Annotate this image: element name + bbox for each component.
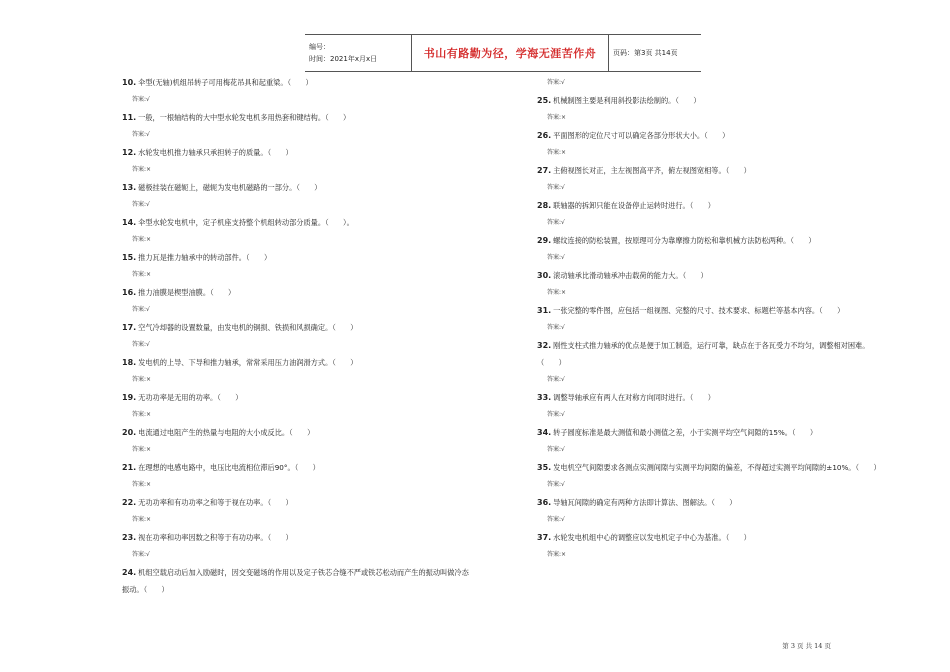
answer-text: 答案:× xyxy=(132,481,152,488)
question-item xyxy=(122,144,472,161)
question-item xyxy=(537,459,887,476)
answer-text: 答案:√ xyxy=(547,516,565,523)
question-item xyxy=(537,127,887,144)
question-item xyxy=(537,232,887,249)
question-item xyxy=(122,564,472,598)
question-item xyxy=(122,74,472,91)
page-footer: 第 3 页 共 14 页 xyxy=(782,642,831,650)
answer-text: 答案:√ xyxy=(547,79,565,86)
question-item xyxy=(122,459,472,476)
answer-text: 答案:× xyxy=(547,551,567,558)
answer-text: 答案:√ xyxy=(132,201,150,208)
answer-text: 答案:√ xyxy=(547,446,565,453)
question-item xyxy=(122,214,472,231)
question-item xyxy=(122,529,472,546)
answer-text: 答案:√ xyxy=(547,184,565,191)
question-number: 21. xyxy=(122,463,137,472)
question-number: 30. xyxy=(537,271,552,280)
question-item xyxy=(122,494,472,511)
question-text: 空气冷却器的设置数量，由发电机的铜损、铁损和风损确定。（ ） xyxy=(138,323,358,332)
question-text: 刚性支柱式推力轴承的优点是便于加工制造，运行可靠，缺点在于各瓦受力不均匀，调整相对困难。（ ） xyxy=(537,341,870,367)
question-number: 37. xyxy=(537,533,552,542)
question-text: 水轮发电机推力轴承只承担转子的质量。（ ） xyxy=(138,148,293,157)
question-item xyxy=(122,389,472,406)
question-text: 无功功率是无用的功率。（ ） xyxy=(138,393,243,402)
question-text: 伞型水轮发电机中，定子机座支持整个机组转动部分质量。（ ）。 xyxy=(138,218,354,227)
question-number: 25. xyxy=(537,96,552,105)
question-text: 转子圆度标准是最大测值和最小测值之差，小于实测平均空气间隙的15%。（ ） xyxy=(553,428,818,437)
question-number: 18. xyxy=(122,358,137,367)
question-number: 24. xyxy=(122,568,137,577)
question-number: 28. xyxy=(537,201,552,210)
question-text: 在理想的电感电路中，电压比电流相位滞后90°。（ ） xyxy=(138,463,320,472)
question-text: 联轴器的拆卸只能在设备停止运转时进行。（ ） xyxy=(553,201,715,210)
answer-text: 答案:√ xyxy=(547,254,565,261)
question-item xyxy=(537,302,887,319)
question-item xyxy=(537,389,887,406)
answer-text: 答案:√ xyxy=(132,551,150,558)
answer-text: 答案:× xyxy=(132,376,152,383)
answer-text: 答案:× xyxy=(132,236,152,243)
time-label: 时间：2021年x月x日 xyxy=(309,55,378,63)
question-number: 32. xyxy=(537,341,552,350)
answer-text: 答案:√ xyxy=(132,131,150,138)
answer-text: 答案:√ xyxy=(547,481,565,488)
question-text: 水轮发电机组中心的调整应以发电机定子中心为基准。（ ） xyxy=(553,533,751,542)
question-item xyxy=(537,267,887,284)
question-number: 13. xyxy=(122,183,137,192)
question-number: 27. xyxy=(537,166,552,175)
question-text: 机械制图主要是利用斜投影法绘制的。（ ） xyxy=(553,96,701,105)
question-item xyxy=(537,494,887,511)
question-text: 导轴瓦间隙的确定有两种方法即计算法、图解法。（ ） xyxy=(553,498,737,507)
answer-text: 答案:× xyxy=(132,271,152,278)
question-text: 螺纹连接的防松装置，按原理可分为靠摩擦力防松和靠机械方法防松两种。（ ） xyxy=(553,236,816,245)
answer-text: 答案:× xyxy=(132,411,152,418)
left-column xyxy=(122,74,472,598)
answer-text: 答案:× xyxy=(132,446,152,453)
question-number: 33. xyxy=(537,393,552,402)
answer-text: 答案:√ xyxy=(132,341,150,348)
answer-text: 答案:√ xyxy=(132,306,150,313)
question-item xyxy=(122,424,472,441)
question-number: 17. xyxy=(122,323,137,332)
question-number: 16. xyxy=(122,288,137,297)
answer-text: 答案:× xyxy=(547,114,567,121)
question-text: 一般，一根轴结构的大中型水轮发电机多用热套和键结构。（ ） xyxy=(138,113,351,122)
question-text: 磁极挂装在磁轭上，磁轭为发电机磁路的一部分。（ ） xyxy=(138,183,322,192)
answer-text: 答案:× xyxy=(547,149,567,156)
question-item xyxy=(122,249,472,266)
question-text: 发电机的上导、下导和推力轴承，常常采用压力油润滑方式。（ ） xyxy=(138,358,358,367)
question-number: 26. xyxy=(537,131,552,140)
answer-text: 答案:× xyxy=(547,289,567,296)
question-number: 20. xyxy=(122,428,137,437)
question-item xyxy=(122,319,472,336)
question-text: 电流通过电阻产生的热量与电阻的大小成反比。（ ） xyxy=(138,428,315,437)
question-number: 35. xyxy=(537,463,552,472)
question-item xyxy=(537,197,887,214)
question-number: 11. xyxy=(122,113,137,122)
question-number: 12. xyxy=(122,148,137,157)
question-text: 视在功率和功率因数之积等于有功功率。（ ） xyxy=(138,533,293,542)
question-number: 36. xyxy=(537,498,552,507)
question-text: 无功功率和有功功率之和等于视在功率。（ ） xyxy=(138,498,293,507)
page-header xyxy=(305,34,701,72)
question-item xyxy=(122,179,472,196)
question-text: 推力瓦是推力轴承中的转动部件。（ ） xyxy=(138,253,272,262)
question-number: 10. xyxy=(122,78,137,87)
page-label: 页码：第3页 共14页 xyxy=(613,49,678,57)
answer-text: 答案:√ xyxy=(547,219,565,226)
question-text: 机组空载启动后加入励磁时，因交变磁场的作用以及定子铁芯合缝不严或铁芯松动而产生的振动叫做冷态振动。（ ） xyxy=(122,568,469,594)
answer-text: 答案:√ xyxy=(547,324,565,331)
answer-text: 答案:√ xyxy=(132,96,150,103)
question-item xyxy=(122,284,472,301)
question-item xyxy=(537,162,887,179)
question-item xyxy=(537,92,887,109)
question-text: 调整导轴承应有两人在对称方向同时进行。（ ） xyxy=(553,393,715,402)
question-item xyxy=(537,337,887,371)
question-number: 15. xyxy=(122,253,137,262)
motto-text: 书山有路勤为径，学海无涯苦作舟 xyxy=(423,47,597,60)
right-column xyxy=(537,74,887,564)
answer-text: 答案:√ xyxy=(547,376,565,383)
question-number: 34. xyxy=(537,428,552,437)
question-number: 31. xyxy=(537,306,552,315)
question-text: 发电机空气间隙要求各测点实测间隙与实测平均间隙的偏差，不得超过实测平均间隙的±10%。（ ） xyxy=(553,463,881,472)
code-label: 编号： xyxy=(309,43,330,51)
header-motto xyxy=(412,35,609,71)
question-text: 推力油膜是楔型油膜。（ ） xyxy=(138,288,236,297)
question-item xyxy=(537,424,887,441)
answer-text: 答案:× xyxy=(132,166,152,173)
question-number: 22. xyxy=(122,498,137,507)
question-text: 一张完整的零件图，应包括一组视图、完整的尺寸、技术要求、标题栏等基本内容。（ ） xyxy=(553,306,845,315)
question-number: 19. xyxy=(122,393,137,402)
header-meta xyxy=(305,35,412,71)
question-number: 23. xyxy=(122,533,137,542)
question-text: 平面图形的定位尺寸可以确定各部分形状大小。（ ） xyxy=(553,131,730,140)
question-text: 伞型(无轴)机组吊转子可用梅花吊具和起重梁。（ ） xyxy=(138,78,313,87)
question-text: 滚动轴承比滑动轴承冲击载荷的能力大。（ ） xyxy=(553,271,708,280)
question-number: 29. xyxy=(537,236,552,245)
question-item xyxy=(122,354,472,371)
question-item xyxy=(122,109,472,126)
question-item xyxy=(537,529,887,546)
question-number: 14. xyxy=(122,218,137,227)
header-page xyxy=(609,35,701,71)
answer-text: 答案:× xyxy=(132,516,152,523)
answer-text: 答案:√ xyxy=(547,411,565,418)
question-text: 主俯视图长对正，主左视图高平齐，俯左视图宽相等。（ ） xyxy=(553,166,751,175)
